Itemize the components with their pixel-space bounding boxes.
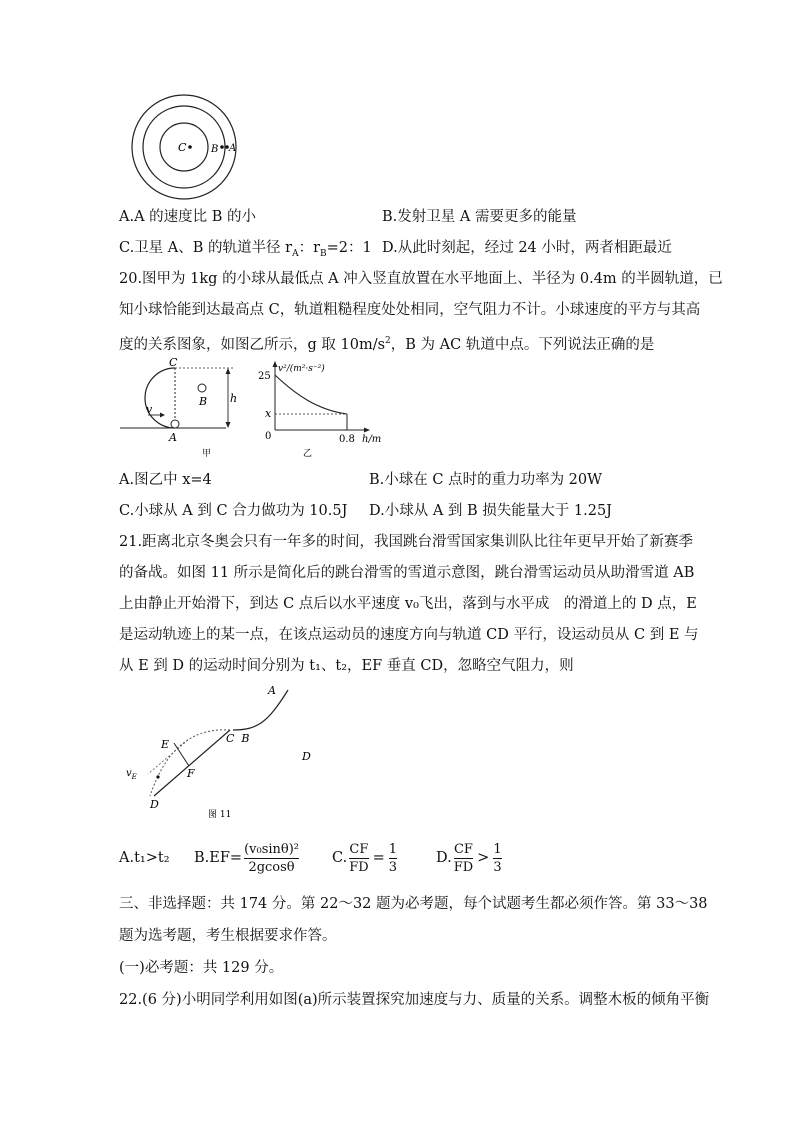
fig11-label-d-right: D — [302, 750, 311, 763]
q21-option-b — [194, 838, 299, 878]
label-c: C — [178, 141, 187, 154]
q21-option-d — [436, 838, 502, 878]
q21-option-b-fraction — [244, 841, 299, 876]
jia-label-a: A — [169, 431, 177, 444]
q20-line-1: 20.图甲为 1kg 的小球从最低点 A 冲入竖直放置在水平地面上、半径为 0.4m 的半圆轨道，已 — [119, 271, 723, 287]
q21-option-c-prefix: C. — [332, 850, 348, 866]
section3-subheading: (一)必考题：共 129 分。 — [119, 960, 284, 976]
h-arrow-head-top — [226, 368, 231, 374]
jia-caption: 甲 — [202, 449, 212, 459]
q21-option-d-fraction — [454, 841, 473, 876]
q20-option-a: A.图乙中 x=4 — [119, 472, 212, 488]
q21-line-1: 21.距离北京冬奥会只有一年多的时间，我国跳台滑雪国家集训队比往年更早开始了新赛季 — [119, 534, 694, 550]
q20-line-3a: 度的关系图象，如图乙所示，g 取 10m/s — [119, 336, 386, 353]
fig11-label-a: A — [268, 684, 276, 697]
q19-option-b: B.发射卫星 A 需要更多的能量 — [382, 209, 577, 225]
q21-option-d-num: CF — [453, 841, 473, 857]
q20-option-d: D.小球从 A 到 B 损失能量大于 1.25J — [369, 503, 612, 519]
fig11-label-e: E — [161, 738, 170, 751]
yi-tick-x: x — [265, 407, 272, 420]
ball-a — [171, 420, 179, 428]
q20-line-3 — [119, 331, 654, 355]
q19-option-a: A.A 的速度比 B 的小 — [119, 209, 257, 225]
jia-label-h: h — [230, 392, 238, 405]
v2-h-curve — [275, 375, 347, 414]
fig11-ve-sub: E — [131, 773, 137, 781]
ef-line — [174, 743, 189, 766]
q21-option-b-den: 2gcosθ — [248, 859, 295, 875]
jia-label-b: B — [199, 395, 208, 408]
yi-tick-0: 0 — [265, 431, 272, 442]
q20-line-3b: ，B 为 AC 轨道中点。下列说法正确的是 — [390, 336, 655, 353]
label-a: A — [229, 143, 237, 154]
yi-caption: 乙 — [303, 449, 313, 459]
q21-option-d-rden: 3 — [493, 859, 502, 875]
q21-option-b-prefix: B.EF= — [194, 850, 243, 866]
q19-option-d: D.从此时刻起，经过 24 小时，两者相距最近 — [382, 240, 672, 256]
q21-line-3: 上由静止开始滑下，到达 C 点后以水平速度 v₀飞出，落到与水平成 的滑道上的 D 点，E — [119, 596, 697, 612]
q22-line-1: 22.(6 分)小明同学利用如图(a)所示装置探究加速度与力、质量的关系。调整木板的倾角平衡 — [119, 992, 710, 1008]
q21-option-d-den: FD — [453, 859, 474, 875]
point-c — [188, 145, 192, 149]
q21-line-5: 从 E 到 D 的运动时间分别为 t₁、t₂，EF 垂直 CD，忽略空气阻力，则 — [119, 658, 574, 674]
q21-line-4: 是运动轨迹上的某一点，在该点运动员的速度方向与轨道 CD 平行，设运动员从 C 到 E 与 — [119, 627, 699, 643]
figure-yi — [255, 358, 395, 460]
yi-tick-08: 0.8 — [339, 434, 355, 445]
q21-option-c-rel: = — [372, 850, 385, 866]
q19-option-c-sub-b: B — [320, 248, 327, 259]
q21-option-d-rnum: 1 — [493, 841, 502, 857]
yi-x-axis-label: h/m — [362, 434, 382, 445]
q21-option-c-num: CF — [349, 841, 369, 857]
q21-option-c-rden: 3 — [388, 859, 398, 875]
q21-option-c-rfraction — [389, 841, 397, 876]
ball-b — [198, 384, 206, 392]
jia-label-c: C — [169, 358, 178, 369]
section3-line-1: 三、非选择题：共 174 分。第 22～32 题为必考题，每个试题考生都必须作答。第 33～38 — [119, 896, 708, 912]
q20-option-c: C.小球从 A 到 C 合力做功为 10.5J — [119, 503, 348, 519]
q21-option-d-rfraction — [493, 841, 501, 876]
q21-option-c — [332, 838, 397, 878]
q21-option-d-rel: > — [477, 850, 490, 866]
h-arrow-head-bottom — [226, 422, 231, 428]
label-b: B — [211, 144, 219, 155]
q19-option-c — [119, 238, 372, 264]
y-axis-arrow — [273, 361, 278, 367]
q20-line-2: 知小球恰能到达最高点 C，轨道粗糙程度处处相同，空气阻力不计。小球速度的平方与其高 — [119, 302, 701, 318]
jia-label-v: v — [146, 403, 153, 416]
fig11-label-cb: C B — [226, 732, 250, 745]
satellite-b — [220, 145, 224, 149]
q21-line-2: 的备战。如图 11 所示是简化后的跳台滑雪的雪道示意图，跳台滑雪运动员从助滑雪道 AB — [119, 565, 695, 581]
q19-option-c-mid: ：r — [298, 240, 321, 256]
q20-option-b: B.小球在 C 点时的重力功率为 20W — [369, 472, 603, 488]
fig11-caption: 图 11 — [208, 810, 232, 820]
q21-option-b-num: (v₀sinθ)² — [244, 841, 300, 857]
q19-option-c-sub-a: A — [292, 248, 299, 259]
fig11-ve-v: v — [126, 768, 132, 779]
section3-line-2: 题为选考题，考生根据要求作答。 — [119, 928, 337, 944]
point-ve — [156, 775, 159, 778]
q19-option-c-end: =2：1 — [326, 240, 372, 256]
fig11-label-f: F — [187, 767, 195, 780]
q21-option-c-rnum: 1 — [388, 841, 398, 857]
figure-jia — [118, 358, 248, 460]
q21-option-c-den: FD — [349, 859, 369, 875]
x-axis-arrow — [364, 428, 370, 433]
figure-11 — [118, 682, 338, 822]
q19-option-c-text: C.卫星 A、B 的轨道半径 r — [119, 240, 293, 256]
q21-option-d-prefix: D. — [436, 850, 452, 866]
yi-tick-25: 25 — [258, 371, 271, 382]
semicircle-track — [145, 368, 175, 428]
q21-option-c-fraction — [349, 841, 368, 876]
yi-y-axis-label: v²/(m²·s⁻²) — [278, 364, 325, 374]
ramp-ab — [233, 690, 288, 730]
v-arrow-head — [160, 413, 165, 418]
orbit-figure — [120, 92, 260, 202]
q20-line-3-sup: 2 — [385, 336, 391, 346]
fig11-label-ve — [126, 768, 137, 781]
fig11-label-d-bottom: D — [150, 798, 159, 811]
q21-option-a: A.t₁>t₂ — [119, 850, 170, 866]
